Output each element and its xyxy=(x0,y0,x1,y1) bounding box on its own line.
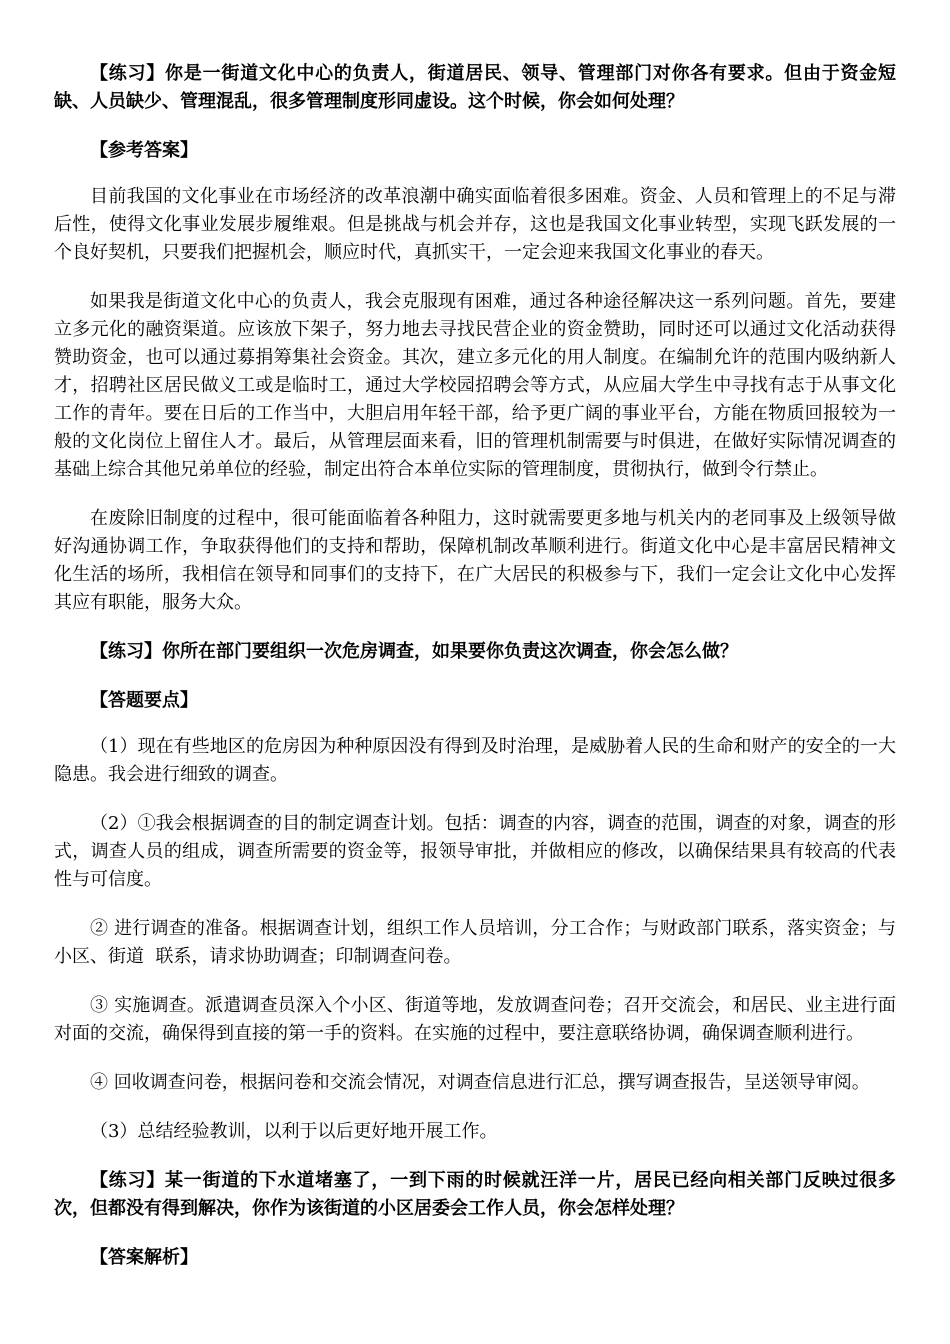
answer-points-heading: 【答题要点】 xyxy=(90,690,198,711)
answer-analysis-heading: 【答案解析】 xyxy=(90,1247,198,1268)
answer-paragraph-3: 在废除旧制度的过程中，很可能面临着各种阻力，这时就需要更多地与机关内的老同事及上级领导做好沟通协调工作，争取获得他们的支持和帮助，保障机制改革顺利进行。街道文化中心是丰富居民精神文化生活的场所，我相信在领导和同事们的支持下，在广大居民的积极参与下，我们一定会让文化中心发挥其应有职能，服务大众。 xyxy=(54,508,896,613)
answer-paragraph-2: 如果我是街道文化中心的负责人，我会克服现有困难，通过各种途径解决这一系列问题。首先，要建立多元化的融资渠道。应该放下架子，努力地去寻找民营企业的资金赞助，同时还可以通过文化活动获得赞助资金，也可以通过募捐筹集社会资金。其次，建立多元化的用人制度。在编制允许的范围内吸纳新人才，招聘社区居民做义工或是临时工，通过大学校园招聘会等方式，从应届大学生中寻找有志于从事文化工作的青年。要在日后的工作当中，大胆启用年轻干部，给予更广阔的事业平台，方能在物质回报较为一般的文化岗位上留住人才。最后，从管理层面来看，旧的管理机制需要与时俱进，在做好实际情况调查的基础上综合其他兄弟单位的经验，制定出符合本单位实际的管理制度，贯彻执行，做到令行禁止。 xyxy=(54,291,896,480)
answer-paragraph-1: 目前我国的文化事业在市场经济的改革浪潮中确实面临着很多困难。资金、人员和管理上的不足与滞后性，使得文化事业发展步履维艰。但是挑战与机会并存，这也是我国文化事业转型，实现飞跃发展的一个良好契机，只要我们把握机会，顺应时代，真抓实干，一定会迎来我国文化事业的春天。 xyxy=(54,186,896,263)
reference-answer-heading: 【参考答案】 xyxy=(90,140,198,161)
answer-point-3: （3）总结经验教训，以利于以后更好地开展工作。 xyxy=(90,1121,498,1142)
answer-point-2-sub-3: ③ 实施调查。派遣调查员深入个小区、街道等地，发放调查问卷；召开交流会，和居民、业主进行面对面的交流，确保得到直接的第一手的资料。在实施的过程中，要注意联络协调，确保调查顺利进行。 xyxy=(54,995,896,1044)
answer-point-2: （2）①我会根据调查的目的制定调查计划。包括：调查的内容，调查的范围，调查的对象，调查的形式，调查人员的组成，调查所需要的资金等，报领导审批，并做相应的修改，以确保结果具有较高的代表性与可信度。 xyxy=(54,813,896,890)
practice-question-1: 【练习】你是一街道文化中心的负责人，街道居民、领导、管理部门对你各有要求。但由于资金短缺、人员缺少、管理混乱，很多管理制度形同虚设。这个时候，你会如何处理？ xyxy=(54,63,896,112)
practice-question-3: 【练习】某一街道的下水道堵塞了，一到下雨的时候就汪洋一片，居民已经向相关部门反映过很多次，但都没有得到解决，你作为该街道的小区居委会工作人员，你会怎样处理？ xyxy=(54,1170,896,1219)
practice-question-2: 【练习】你所在部门要组织一次危房调查，如果要你负责这次调查，你会怎么做？ xyxy=(90,641,738,662)
answer-point-1: （1）现在有些地区的危房因为种种原因没有得到及时治理，是威胁着人民的生命和财产的安全的一大隐患。我会进行细致的调查。 xyxy=(54,736,896,785)
answer-point-2-sub-2: ② 进行调查的准备。根据调查计划，组织工作人员培训，分工合作；与财政部门联系，落实资金；与小区、街道 联系，请求协助调查；印制调查问卷。 xyxy=(54,918,896,967)
document-page xyxy=(54,60,896,1290)
answer-point-2-sub-4: ④ 回收调查问卷，根据问卷和交流会情况，对调查信息进行汇总，撰写调查报告，呈送领导审阅。 xyxy=(90,1072,870,1093)
